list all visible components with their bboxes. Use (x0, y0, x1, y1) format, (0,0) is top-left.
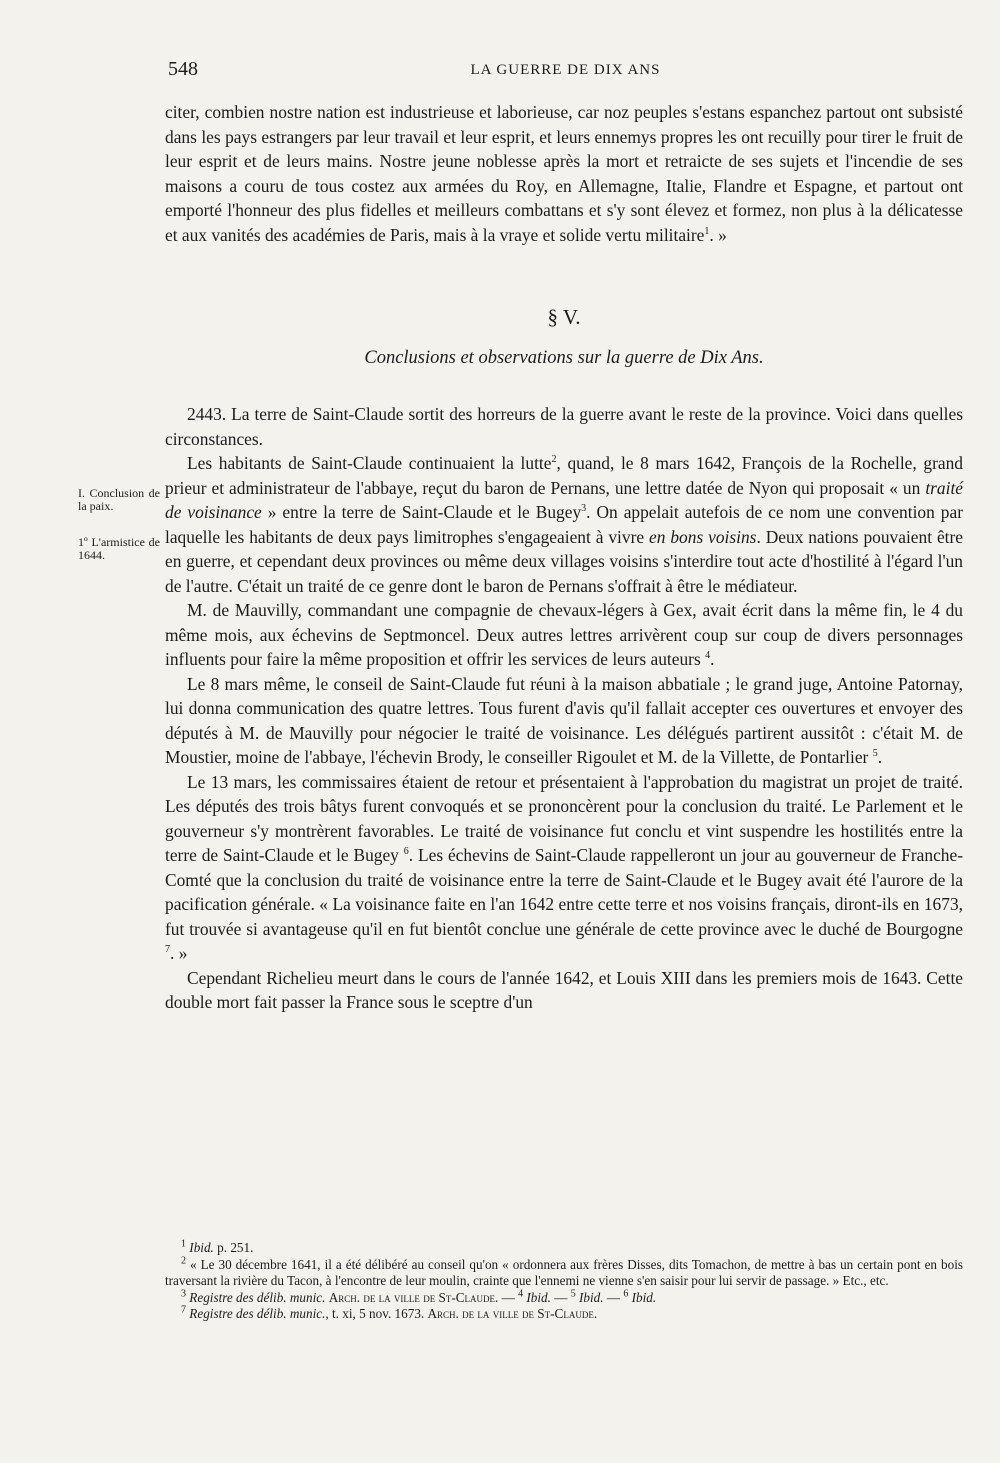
page-number: 548 (168, 58, 198, 80)
paragraph-1: citer, combien nostre nation est industrieuse et laborieuse, car noz peuples s'estans espanchez partout ont subsisté dans les pays estrangers par leur travail et leur esprit, et leurs ennemys propres les ont recuilly pour tirer le fruit de leur esprit et de leurs mains. Nostre jeune noblesse après la mort et retraicte de ses sujets et l'incendie de ses maisons a couru de tous costez aux armées du Roy, en Allemagne, Italie, Flandre et Espagne, et partout ont emporté l'honneur des plus fidelles et meilleurs combattans et s'y sont élevez et formez, non plus à la délicatesse et aux vanités des académies de Paris, mais à la vraye et solide vertu militaire$^1$. » (165, 102, 963, 245)
footnotes (165, 1240, 963, 1323)
footnote-2: $^2$ « Le 30 décembre 1641, il a été délibéré au conseil qu'on « ordonnera aux frères Disses, dits Tomachon, de mettre à bas un certain pont en bois traversant la rivière du Tacon, à l'encontre de leur moulin, crainte que l'ennemi ne vienne s'en saisir pour lui servir de passage. » Etc., etc. (165, 1255, 963, 1288)
paragraph-4: M. de Mauvilly, commandant une compagnie de chevaux-légers à Gex, avait écrit dans la même fin, le 4 du même mois, aux échevins de Septmoncel. Deux autres lettres arrivèrent coup sur coup de divers personnages influents pour faire la même proposition et offrir les services de leurs auteurs $^4$. (165, 600, 963, 669)
paragraph-5: Le 8 mars même, le conseil de Saint-Claude fut réuni à la maison abbatiale ; le grand juge, Antoine Patornay, lui donna communication des quatre lettres. Tous furent d'avis qu'il fallait accepter ces ouvertures et envoyer des députés à M. de Mauvilly pour négocier le traité de voisinance. Les délégués partirent aussitôt : c'était M. de Moustier, moine de l'abbaye, l'échevin Brody, le conseiller Rigoulet et M. de la Villette, de Pontarlier $^5$. (165, 673, 963, 767)
page-header (168, 58, 963, 88)
margin-note-conclusion: I. Conclusion de la paix. (78, 486, 160, 513)
main-text (165, 100, 963, 1015)
paragraph-3: Les habitants de Saint-Claude continuaient la lutte$^2$, quand, le 8 mars 1642, François de la Rochelle, grand prieur et administrateur de l'abbaye, reçut du baron de Pernans, une lettre datée de Nyon qui proposait « un traité de voisinance » entre la terre de Saint-Claude et le Bugey$^3$. On appelait autefois de ce nom une convention par laquelle les habitants de deux pays limitrophes s'engageaient à vivre en bons voisins. Deux nations pouvaient être en guerre, et cependant deux provinces ou même deux villages voisins s'interdire tout acte d'hostilité à l'égard l'un de l'autre. C'était un traité de ce genre dont le baron de Pernans s'offrait à être le médiateur. (165, 453, 964, 596)
footnote-7: $^7$ Registre des délib. munic., t. xi, 5 nov. 1673. Arch. de la ville de St-Claude. (181, 1304, 598, 1321)
section-mark: § V. (547, 305, 581, 329)
paragraph-7: Cependant Richelieu meurt dans le cours de l'année 1642, et Louis XIII dans les premiers mois de 1643. Cette double mort fait passer la France sous le sceptre d'un (165, 967, 963, 1012)
footnote-1: $^1$ Ibid. p. 251. (181, 1238, 254, 1255)
margin-note-armistice: 1º L'armistice de 1644. (78, 535, 160, 562)
paragraph-2443: 2443. La terre de Saint-Claude sortit des horreurs de la guerre avant le reste de la province. Voici dans quelles circonstances. (165, 404, 963, 449)
footnote-3: $^3$ Registre des délib. munic. Arch. de la ville de St-Claude. — $^4$ Ibid. — $^5$ Ibid. — $^6$ Ibid. (181, 1288, 657, 1305)
section-title: Conclusions et observations sur la guerre de Dix Ans. (364, 347, 764, 368)
paragraph-6: Le 13 mars, les commissaires étaient de retour et présentaient à l'approbation du magistrat un projet de traité. Les députés des trois bâtys furent convoqués et se prononcèrent pour la conclusion du traité. Le Parlement et le gouverneur s'y montrèrent favorables. Le traité de voisinance fut conclu et vint suspendre les hostilités entre la terre de Saint-Claude et le Bugey $^6$. Les échevins de Saint-Claude rappelleront un jour au gouverneur de Franche-Comté que la conclusion du traité de voisinance entre la terre de Saint-Claude et le Bugey avait été l'aurore de la pacification générale. « La voisinance faite en l'an 1642 entre cette terre et nos voisins français, diront-ils en 1673, fut trouvée si avantageuse qu'il en fut bientôt conclue une générale de cette province avec le duché de Bourgogne $^7$. » (165, 771, 964, 963)
running-title: LA GUERRE DE DIX ANS (470, 62, 661, 78)
